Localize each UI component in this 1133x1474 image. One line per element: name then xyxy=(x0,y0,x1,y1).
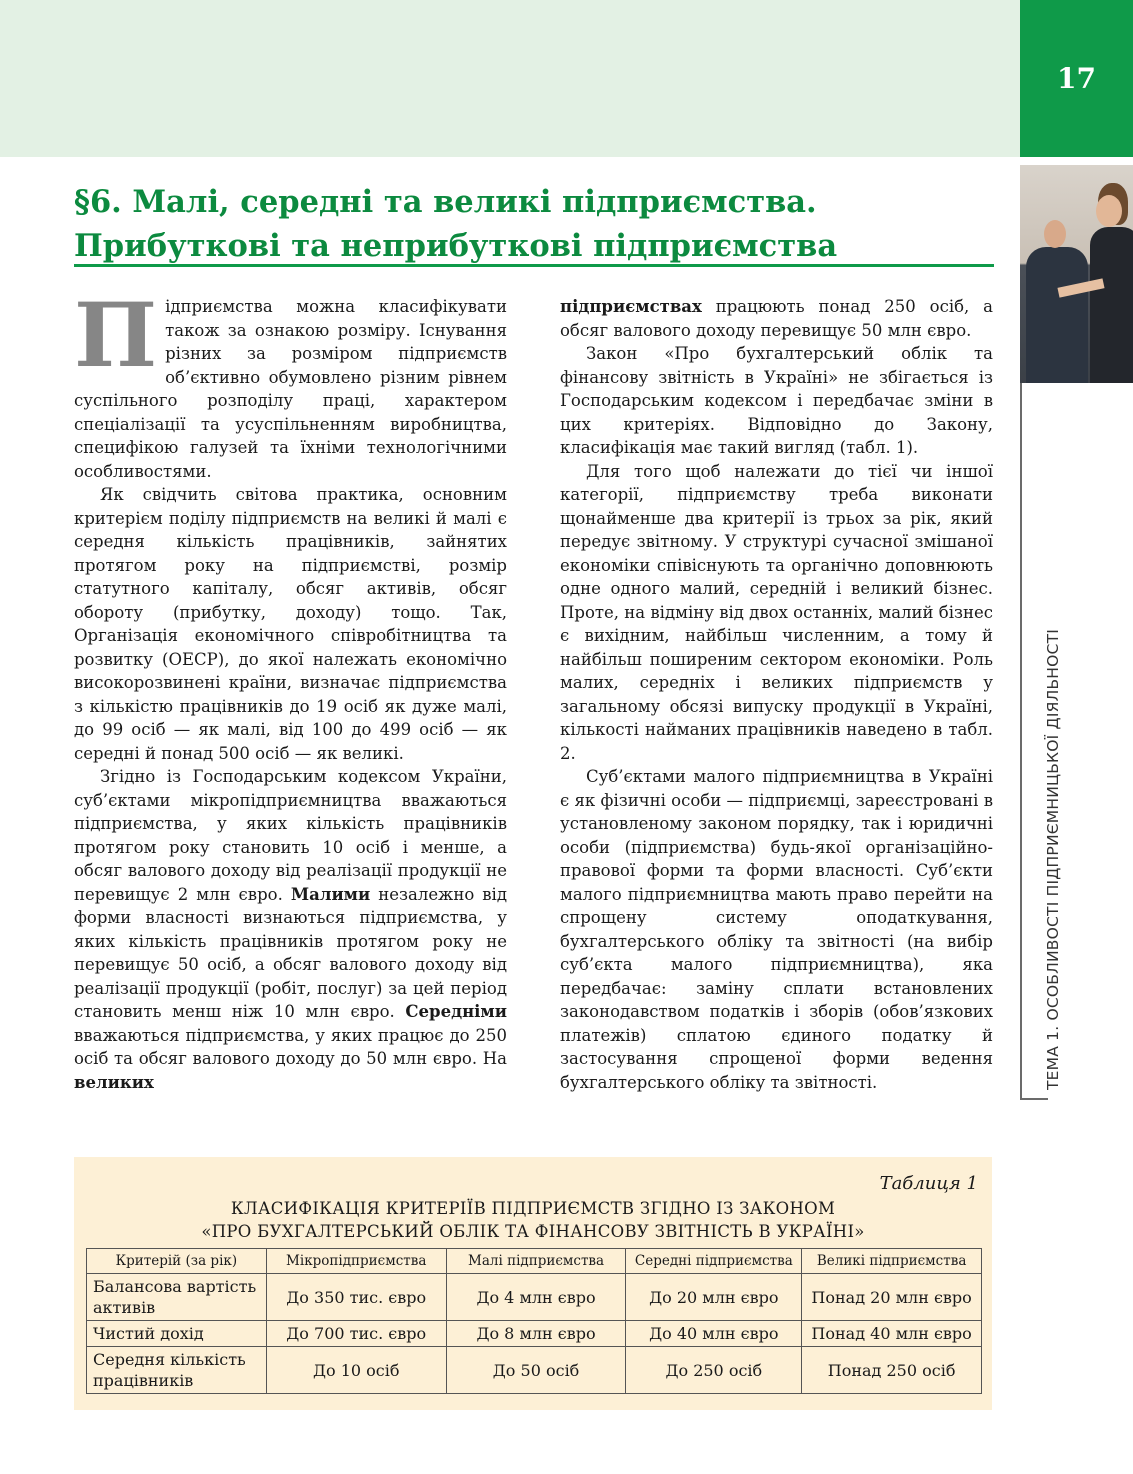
left-column xyxy=(74,283,507,1094)
header-band xyxy=(0,0,1020,157)
side-rule-tick xyxy=(1020,1098,1048,1100)
paragraph: Для того щоб належати до тієї чи іншої категорії, підприємству треба виконати щонайменше два критерії із трьох за рік, який передує звітному. У структурі сучасної змішаної економіки співіснують та органічно доповнюють одне одного малий, середній і великий бізнес. Проте, на відміну від двох останніх, малий бізнес є вихідним, найбільш численним, а тому й найбільш поширеним сектором економіки. Роль малих, середніх і великих підприємств у загальному обсязі випуску продукції в Україні, кількості найманих працівників наведено в табл. 2. xyxy=(560,461,993,763)
table-cell: До 10 осіб xyxy=(266,1347,446,1394)
table-title xyxy=(74,1197,992,1243)
right-column xyxy=(560,295,993,1094)
table-header-cell: Малі підприємства xyxy=(446,1249,626,1274)
table-cell: До 40 млн євро xyxy=(626,1321,802,1347)
table-1-box xyxy=(74,1157,992,1410)
page-number: 17 xyxy=(1020,0,1133,157)
term-enterprises: підприємствах xyxy=(560,297,702,316)
paragraph-text: Згідно із Господарським кодексом України, суб’єктами мікропідприємництва вважаються підприємства, у яких кількість працівників протягом року становить 10 осіб і менше, а обсяг валового доходу від реалізації продукції не перевищує 2 млн євро. xyxy=(74,767,507,904)
table-cell: До 250 осіб xyxy=(626,1347,802,1394)
table-header-cell: Великі підприємства xyxy=(802,1249,982,1274)
table-row-label: Чистий дохід xyxy=(87,1321,267,1347)
term-small: Малими xyxy=(290,884,371,904)
table-header-row xyxy=(87,1249,982,1274)
table-row xyxy=(87,1347,982,1394)
section-title xyxy=(74,180,994,268)
table-cell: До 350 тис. євро xyxy=(266,1274,446,1321)
table-title-line-2: «ПРО БУХГАЛТЕРСЬКИЙ ОБЛІК ТА ФІНАНСОВУ ЗВІТНІСТЬ В УКРАЇНІ» xyxy=(201,1222,865,1241)
paragraph-text: працюють понад 250 осіб, а обсяг валового доходу перевищує 50 млн євро. xyxy=(560,297,993,340)
table-title-line-1: КЛАСИФІКАЦІЯ КРИТЕРІЇВ ПІДПРИЄМСТВ ЗГІДНО ІЗ ЗАКОНОМ xyxy=(230,1199,836,1218)
paragraph-text: незалежно від форми власності визнаються підприємства, у яких кількість працівників протягом року не перевищує 50 осіб, а обсяг валового доходу від реалізації продукції (робіт, послуг) за цей період становить менш ніж 10 млн євро. xyxy=(74,884,507,1021)
table-cell: Понад 40 млн євро xyxy=(802,1321,982,1347)
table-cell: До 700 тис. євро xyxy=(266,1321,446,1347)
table-caption: Таблиця 1 xyxy=(879,1173,978,1194)
term-medium: Середніми xyxy=(405,1002,507,1021)
table-cell: До 50 осіб xyxy=(446,1347,626,1394)
table-cell: До 4 млн євро xyxy=(446,1274,626,1321)
business-handshake-photo xyxy=(1020,165,1133,383)
table-row xyxy=(87,1321,982,1347)
criteria-table xyxy=(86,1248,982,1394)
table-cell: До 20 млн євро xyxy=(626,1274,802,1321)
table-row-label: Балансова вартість активів xyxy=(87,1274,267,1321)
table-row xyxy=(87,1274,982,1321)
table-header-cell: Мікропідприємства xyxy=(266,1249,446,1274)
table-header-cell: Критерій (за рік) xyxy=(87,1249,267,1274)
paragraph-text: ідприємства можна класифікувати також за ознакою розміру. Існування різних за розміром підприємств об’єктивно обумовлено різним рівнем суспільного розподілу праці, характером спеціалізації та усуспільненням виробництва, специфікою галузей та їхніми технологічними особливостями. xyxy=(74,297,507,481)
section-title-line-1: §6. Малі, середні та великі підприємства. xyxy=(74,184,817,220)
drop-cap: П xyxy=(74,283,158,387)
side-topic-heading: ТЕМА 1. ОСОБЛИВОСТІ ПІДПРИЄМНИЦЬКОЇ ДІЯЛЬНОСТІ xyxy=(1044,628,1062,1090)
title-underline xyxy=(74,264,994,267)
table-cell: До 8 млн євро xyxy=(446,1321,626,1347)
paragraph: Як свідчить світова практика, основним критерієм поділу підприємств на великі й малі є середня кількість працівників, зайнятих протягом року на підприємстві, розмір статутного капіталу, обсяг активів, обсяг обороту (прибутку, доходу) тощо. Так, Організація економічного співробітництва та розвитку (ОЕСР), до якої належать економічно високорозвинені країни, визначає підприємства з кількістю працівників до 19 осіб як дуже малі, до 99 осіб — як малі, від 100 до 499 осіб — як середні й понад 500 осіб — як великі. xyxy=(74,485,507,763)
table-row-label: Середня кількість працівників xyxy=(87,1347,267,1394)
side-rule xyxy=(1020,383,1022,1100)
table-header-cell: Середні підприємства xyxy=(626,1249,802,1274)
term-large: великих xyxy=(74,1072,154,1092)
table-cell: Понад 20 млн євро xyxy=(802,1274,982,1321)
paragraph xyxy=(560,295,993,342)
paragraph: Закон «Про бухгалтерський облік та фінансову звітність в Україні» не збігається із Господарським кодексом і передбачає зміни в цих критеріях. Відповідно до Закону, класифікація має такий вигляд (табл. 1). xyxy=(560,344,993,457)
paragraph xyxy=(74,283,507,483)
table-cell: Понад 250 осіб xyxy=(802,1347,982,1394)
paragraph xyxy=(74,765,507,1094)
section-title-line-2: Прибуткові та неприбуткові підприємства xyxy=(74,228,838,264)
paragraph: Суб’єктами малого підприємництва в Україні є як фізичні особи — підприємці, зареєстровані в установленому законом порядку, так і юридичні особи (підприємства) будь-якої організаційно-правової форми та форми власності. Суб’єкти малого підприємництва мають право перейти на спрощену систему оподаткування, бухгалтерського обліку та звітності (на вибір суб’єкта малого підприємництва), яка передбачає: заміну сплати встановлених законодавством податків і зборів (обов’язкових платежів) сплатою єдиного податку й застосування спрощеної форми ведення бухгалтерського обліку та звітності. xyxy=(560,767,993,1092)
paragraph-text: вважаються підприємства, у яких працює до 250 осіб та обсяг валового доходу до 50 млн євро. На xyxy=(74,1025,507,1068)
